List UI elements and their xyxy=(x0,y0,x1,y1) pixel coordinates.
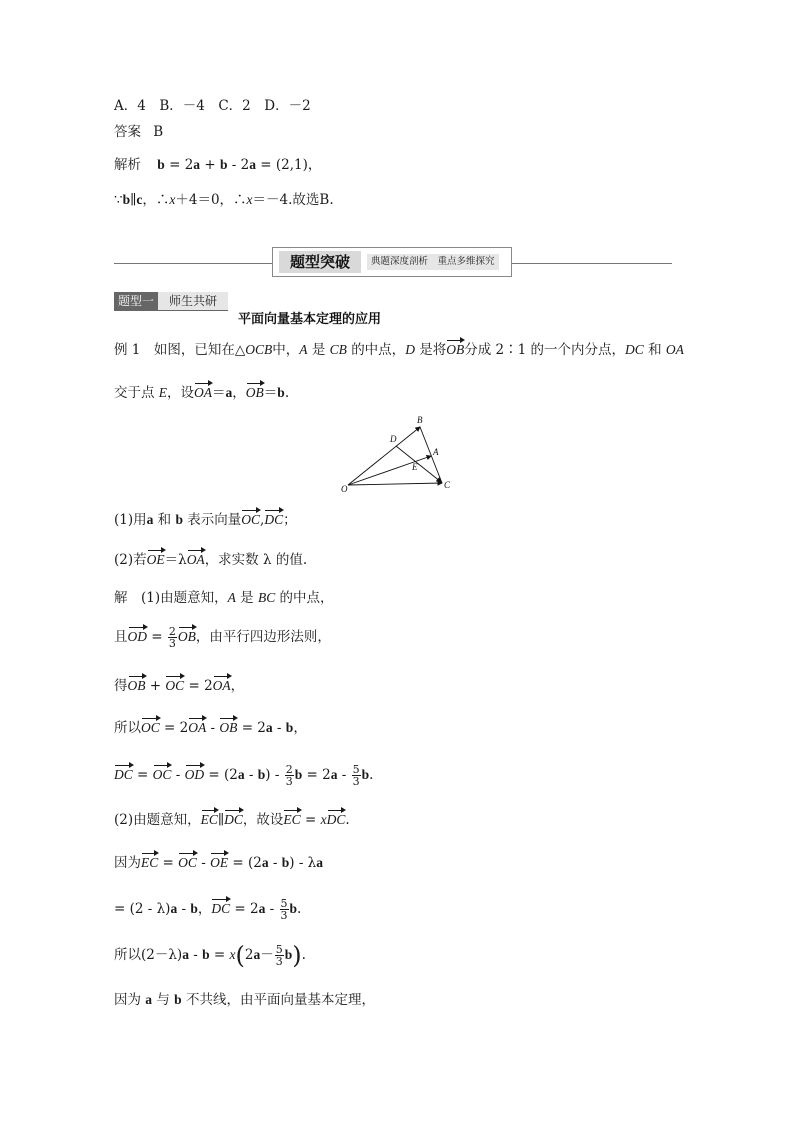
solution-line-7: 因为EC = OC - OE = (2a - b) - λa xyxy=(114,855,323,871)
options-line xyxy=(114,96,311,116)
s1-t2: 是 xyxy=(240,590,254,606)
analysis-line-2: ∵b∥c，∴x＋4＝0，∴x＝－4.故选B. xyxy=(114,192,334,208)
banner-subtitle: 典题深度剖析 重点多维探究 xyxy=(367,254,499,270)
s6-t1: (2)由题意知， xyxy=(114,812,201,828)
solution-line-1: 解 (1)由题意知，A 是 BC 的中点， xyxy=(114,590,334,606)
ex-t1: 如图，已知在△ xyxy=(153,342,246,358)
options-text: A．4 B．－4 C．2 D．－2 xyxy=(114,98,311,114)
ex-t8: 交于点 xyxy=(114,385,155,401)
solution-line-10: 因为 a 与 b 不共线，由平面向量基本定理， xyxy=(114,992,375,1008)
s3-t2: = 2 xyxy=(184,678,213,694)
example-line-1: 例 1 如图，已知在△OCB中，A 是 CB 的中点，D 是将OB分成 2∶1 的一个内分点，DC 和 OA xyxy=(114,342,684,358)
solution-line-8: = (2 - λ)a - b，DC = 2a - $\frac{5}{3}$ b. xyxy=(114,897,302,922)
q1-t4: ； xyxy=(283,512,297,528)
s1-t3: 的中点， xyxy=(279,590,334,606)
ex-t7: 和 xyxy=(648,342,662,358)
ex-t6: 分成 2∶1 的一个内分点， xyxy=(464,342,625,358)
s2-t2: ，由平行四边形法则， xyxy=(195,629,331,645)
segment-BC xyxy=(420,427,442,483)
answer-label: 答案 xyxy=(114,124,141,140)
solution-line-2: 且OD = $\frac{2}{3}$ OB，由平行四边形法则， xyxy=(114,625,331,650)
section-banner xyxy=(272,247,512,277)
s3-t3: ， xyxy=(230,678,245,694)
label-A: A xyxy=(433,447,439,457)
s2-t1: 且 xyxy=(114,629,128,645)
label-C: C xyxy=(444,480,451,490)
q2-t1: (2)若 xyxy=(114,552,147,568)
question-1: (1)用a 和 b 表示向量OC,DC； xyxy=(114,512,297,528)
s9-t1: 所以(2－λ) xyxy=(114,947,183,963)
ex-t2: 中， xyxy=(272,342,300,358)
banner-title: 题型突破 xyxy=(279,251,361,273)
s3-t1: 得 xyxy=(114,678,128,694)
ex-t12: ＝ xyxy=(263,385,278,401)
q1-t1: (1)用 xyxy=(114,512,147,528)
solution-label: 解 xyxy=(114,590,128,606)
segment-OA xyxy=(348,456,431,485)
s1-t1: (1)由题意知， xyxy=(141,590,228,606)
topic-title: 平面向量基本定理的应用 xyxy=(238,312,382,327)
example-label: 例 1 xyxy=(114,342,141,358)
ex-t3: 是 xyxy=(311,342,326,358)
example-line-2: 交于点 E，设OA＝a，OB＝b. xyxy=(114,385,290,401)
s7-t1: 因为 xyxy=(114,855,141,871)
s4-t3: ， xyxy=(293,720,307,736)
label-D: D xyxy=(390,434,397,444)
analysis-text-a: ，∴ xyxy=(142,192,170,208)
s4-t2: = 2 xyxy=(159,720,189,736)
s6-t2: ，故设 xyxy=(242,812,284,828)
analysis-eq1: = (2,1)， xyxy=(255,157,322,173)
s10-t1: 因为 xyxy=(114,992,141,1008)
banner-rule-right xyxy=(512,263,672,264)
ex-t11: ， xyxy=(232,385,246,401)
analysis-label: 解析 xyxy=(114,157,141,173)
solution-line-9: 所以(2－λ)a - b = x(2a－ $\frac{5}{3}$ b). xyxy=(114,941,306,970)
ex-t10: ＝ xyxy=(212,385,226,401)
ex-t4: 的中点， xyxy=(351,342,406,358)
tag-type-label: 题型一 xyxy=(114,292,158,310)
answer-value: B xyxy=(153,124,164,140)
type-tag xyxy=(114,292,228,311)
geometry-figure xyxy=(338,410,458,496)
q2-t3: ，求实数 λ 的值. xyxy=(204,552,308,568)
solution-line-3: 得OB + OC = 2OA， xyxy=(114,678,245,694)
tag-mode-label: 师生共研 xyxy=(158,292,228,310)
s10-t3: 不共线，由平面向量基本定理， xyxy=(185,992,375,1008)
label-O: O xyxy=(341,484,348,494)
q2-t2: ＝λ xyxy=(164,552,187,568)
label-E: E xyxy=(412,462,418,472)
solution-line-6: (2)由题意知，EC∥DC，故设EC = xDC. xyxy=(114,812,350,828)
q1-t2: 和 xyxy=(157,512,172,528)
segment-OC xyxy=(348,483,442,485)
s4-t1: 所以 xyxy=(114,720,141,736)
solution-line-5: DC = OC - OD = (2a - b) - $\frac{2}{3}$ b = 2a - $\frac{5}{3}$ b. xyxy=(114,763,374,788)
answer-line xyxy=(114,122,163,142)
analysis-text-b: ＋4＝0，∴ xyxy=(175,192,247,208)
label-B: B xyxy=(417,415,423,425)
question-2: (2)若OE＝λOA，求实数 λ 的值. xyxy=(114,552,308,568)
analysis-text-c: ＝－4.故选B. xyxy=(252,192,334,208)
analysis-line-1: 解析 b = 2a + b - 2a = (2,1)， xyxy=(114,157,322,173)
banner-rule-left xyxy=(114,263,272,264)
s10-t2: 与 xyxy=(156,992,170,1008)
solution-line-4: 所以OC = 2OA - OB = 2a - b， xyxy=(114,720,307,736)
q1-t3: 表示向量 xyxy=(187,512,242,528)
ex-t5: 是将 xyxy=(419,342,447,358)
ex-t9: ，设 xyxy=(167,385,195,401)
